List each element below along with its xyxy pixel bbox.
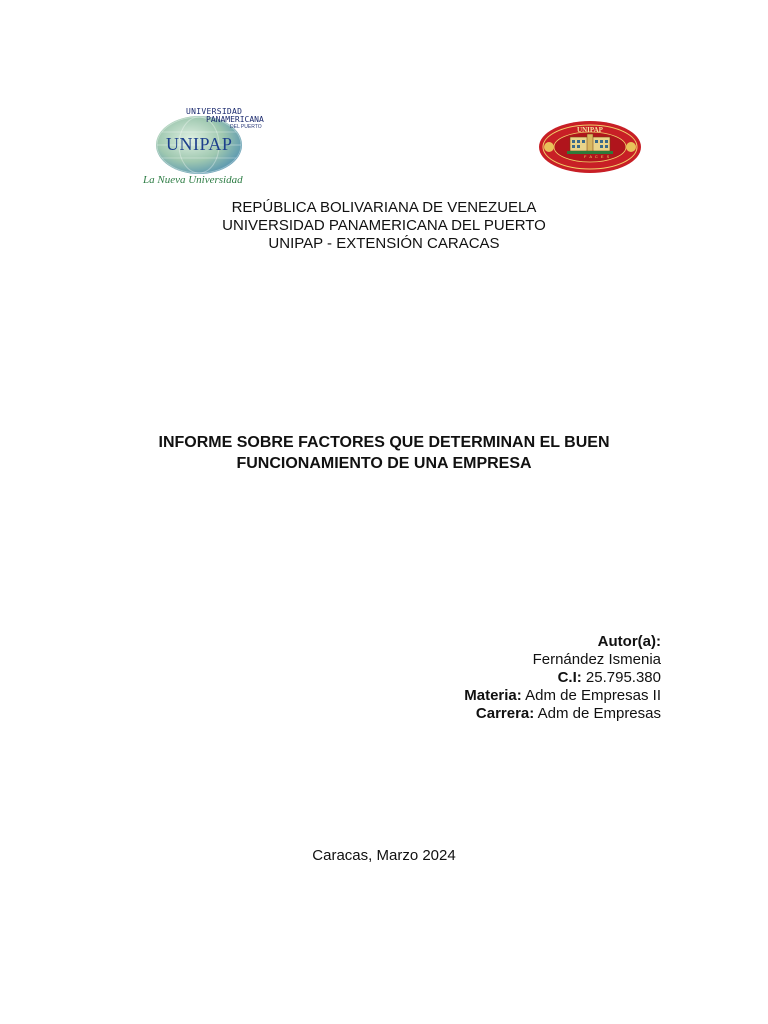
header-line-extension: UNIPAP - EXTENSIÓN CARACAS <box>268 235 500 252</box>
logo-tagline: La Nueva Universidad <box>143 174 243 186</box>
logo-university-line2: PANAMERICANA <box>206 115 264 124</box>
carrera-label: Carrera: <box>475 705 535 722</box>
title-line2: FUNCIONAMIENTO DE UNA EMPRESA <box>236 455 532 472</box>
materia-value: Adm de Empresas II <box>525 687 661 704</box>
title-line1: INFORME SOBRE FACTORES QUE DETERMINAN EL BUEN <box>158 434 610 451</box>
institution-header <box>0 199 768 253</box>
seal-faculty-code: F A C E S <box>584 154 611 159</box>
header-line-country: REPÚBLICA BOLIVARIANA DE VENEZUELA <box>231 199 537 216</box>
author-label: Autor(a): <box>597 633 661 650</box>
author-name: Fernández Ismenia <box>532 651 661 668</box>
logo-university-line1: UNIVERSIDAD <box>186 107 243 116</box>
logo-university-line3: DEL PUERTO <box>230 124 262 130</box>
place-date: Caracas, Marzo 2024 <box>312 847 456 864</box>
carrera-value: Adm de Empresas <box>537 705 661 722</box>
unipap-logo <box>140 104 300 190</box>
logo-acronym: UNIPAP <box>166 134 233 154</box>
header-line-university: UNIVERSIDAD PANAMERICANA DEL PUERTO <box>222 217 546 234</box>
materia-label: Materia: <box>464 687 522 704</box>
ci-value: 25.795.380 <box>585 669 661 686</box>
author-info <box>464 633 661 723</box>
faces-seal-logo <box>538 120 642 174</box>
ci-label: C.I: <box>557 669 582 686</box>
document-title <box>90 432 678 474</box>
seal-acronym: UNIPAP <box>577 126 603 134</box>
